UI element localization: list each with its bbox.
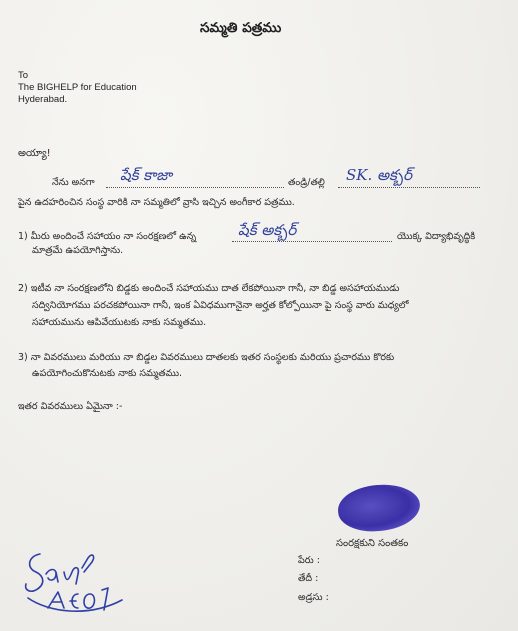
other-details-label: ఇతర వివరములు ఏమైనా :-: [18, 401, 123, 412]
point1-text: 1) మీరు అందించే సహాయం నా సంరక్షణలో ఉన్న: [18, 231, 197, 242]
date-field-label: తేదీ :: [298, 573, 319, 584]
parent-handwritten: SK. అక్బర్: [346, 166, 412, 184]
name-label: నేను అనగా: [52, 177, 95, 188]
document-title: సమ్మతి పత్రము: [200, 20, 282, 36]
point3-line1: 3) నా వివరములు మరియు నా బిడ్డల వివరములు దాతలకు ఇతర సంస్థలకు మరియు ప్రచారము కొరకు: [18, 352, 395, 363]
child-name-line: [232, 241, 392, 242]
child-name-handwritten: షేక్ అక్బర్: [238, 221, 297, 239]
name-field-line: [106, 187, 284, 188]
point1-text-c: మాత్రమే ఉపయోగిస్తాను.: [32, 245, 124, 256]
address-organization: The BIGHELP for Education: [18, 82, 137, 93]
name-field-label: పేరు :: [298, 555, 320, 566]
address-to: To: [18, 70, 29, 81]
salutation: అయ్యా!: [18, 148, 51, 159]
intro-line: పైన ఉదహరించిన సంస్థ వారికి నా సమ్మతిలో వ్రాసి ఇచ్చిన అంగీకార పత్రము.: [18, 197, 295, 208]
address-field-label: అడ్రసు :: [298, 592, 329, 603]
point1-text-b: యొక్క విద్యాభివృద్ధికి: [397, 231, 476, 242]
point2-line3: సహాయమును ఆపివేయుటకు నాకు సమ్మతము.: [32, 317, 207, 328]
guardian-signature-label: సంరక్షకుని సంతకం: [336, 538, 409, 549]
parent-field-line: [338, 187, 480, 188]
point2-line2: సద్వినియోగము పరచకపోయినా గానీ, ఇంక ఏవిధముగానైనా అర్హత కోల్పోయినా పై సంస్థ వారు మధ్యలో: [32, 300, 409, 311]
thumbprint: [336, 482, 421, 534]
parent-label: తండ్రి/తల్లి: [288, 177, 325, 188]
handwritten-signature: [18, 538, 130, 622]
name-handwritten: షేక్ కాజా: [120, 166, 172, 184]
point3-line2: ఉపయోగించుకొనుటకు నాకు సమ్మతము.: [32, 368, 183, 379]
point2-line1: 2) ఇటీవ నా సంరక్షణలోని బిడ్డకు అందించే సహాయము దాత లేకపోయినా గానీ, నా బిడ్డ అసహాయముడు: [18, 283, 400, 294]
address-city: Hyderabad.: [18, 94, 68, 105]
